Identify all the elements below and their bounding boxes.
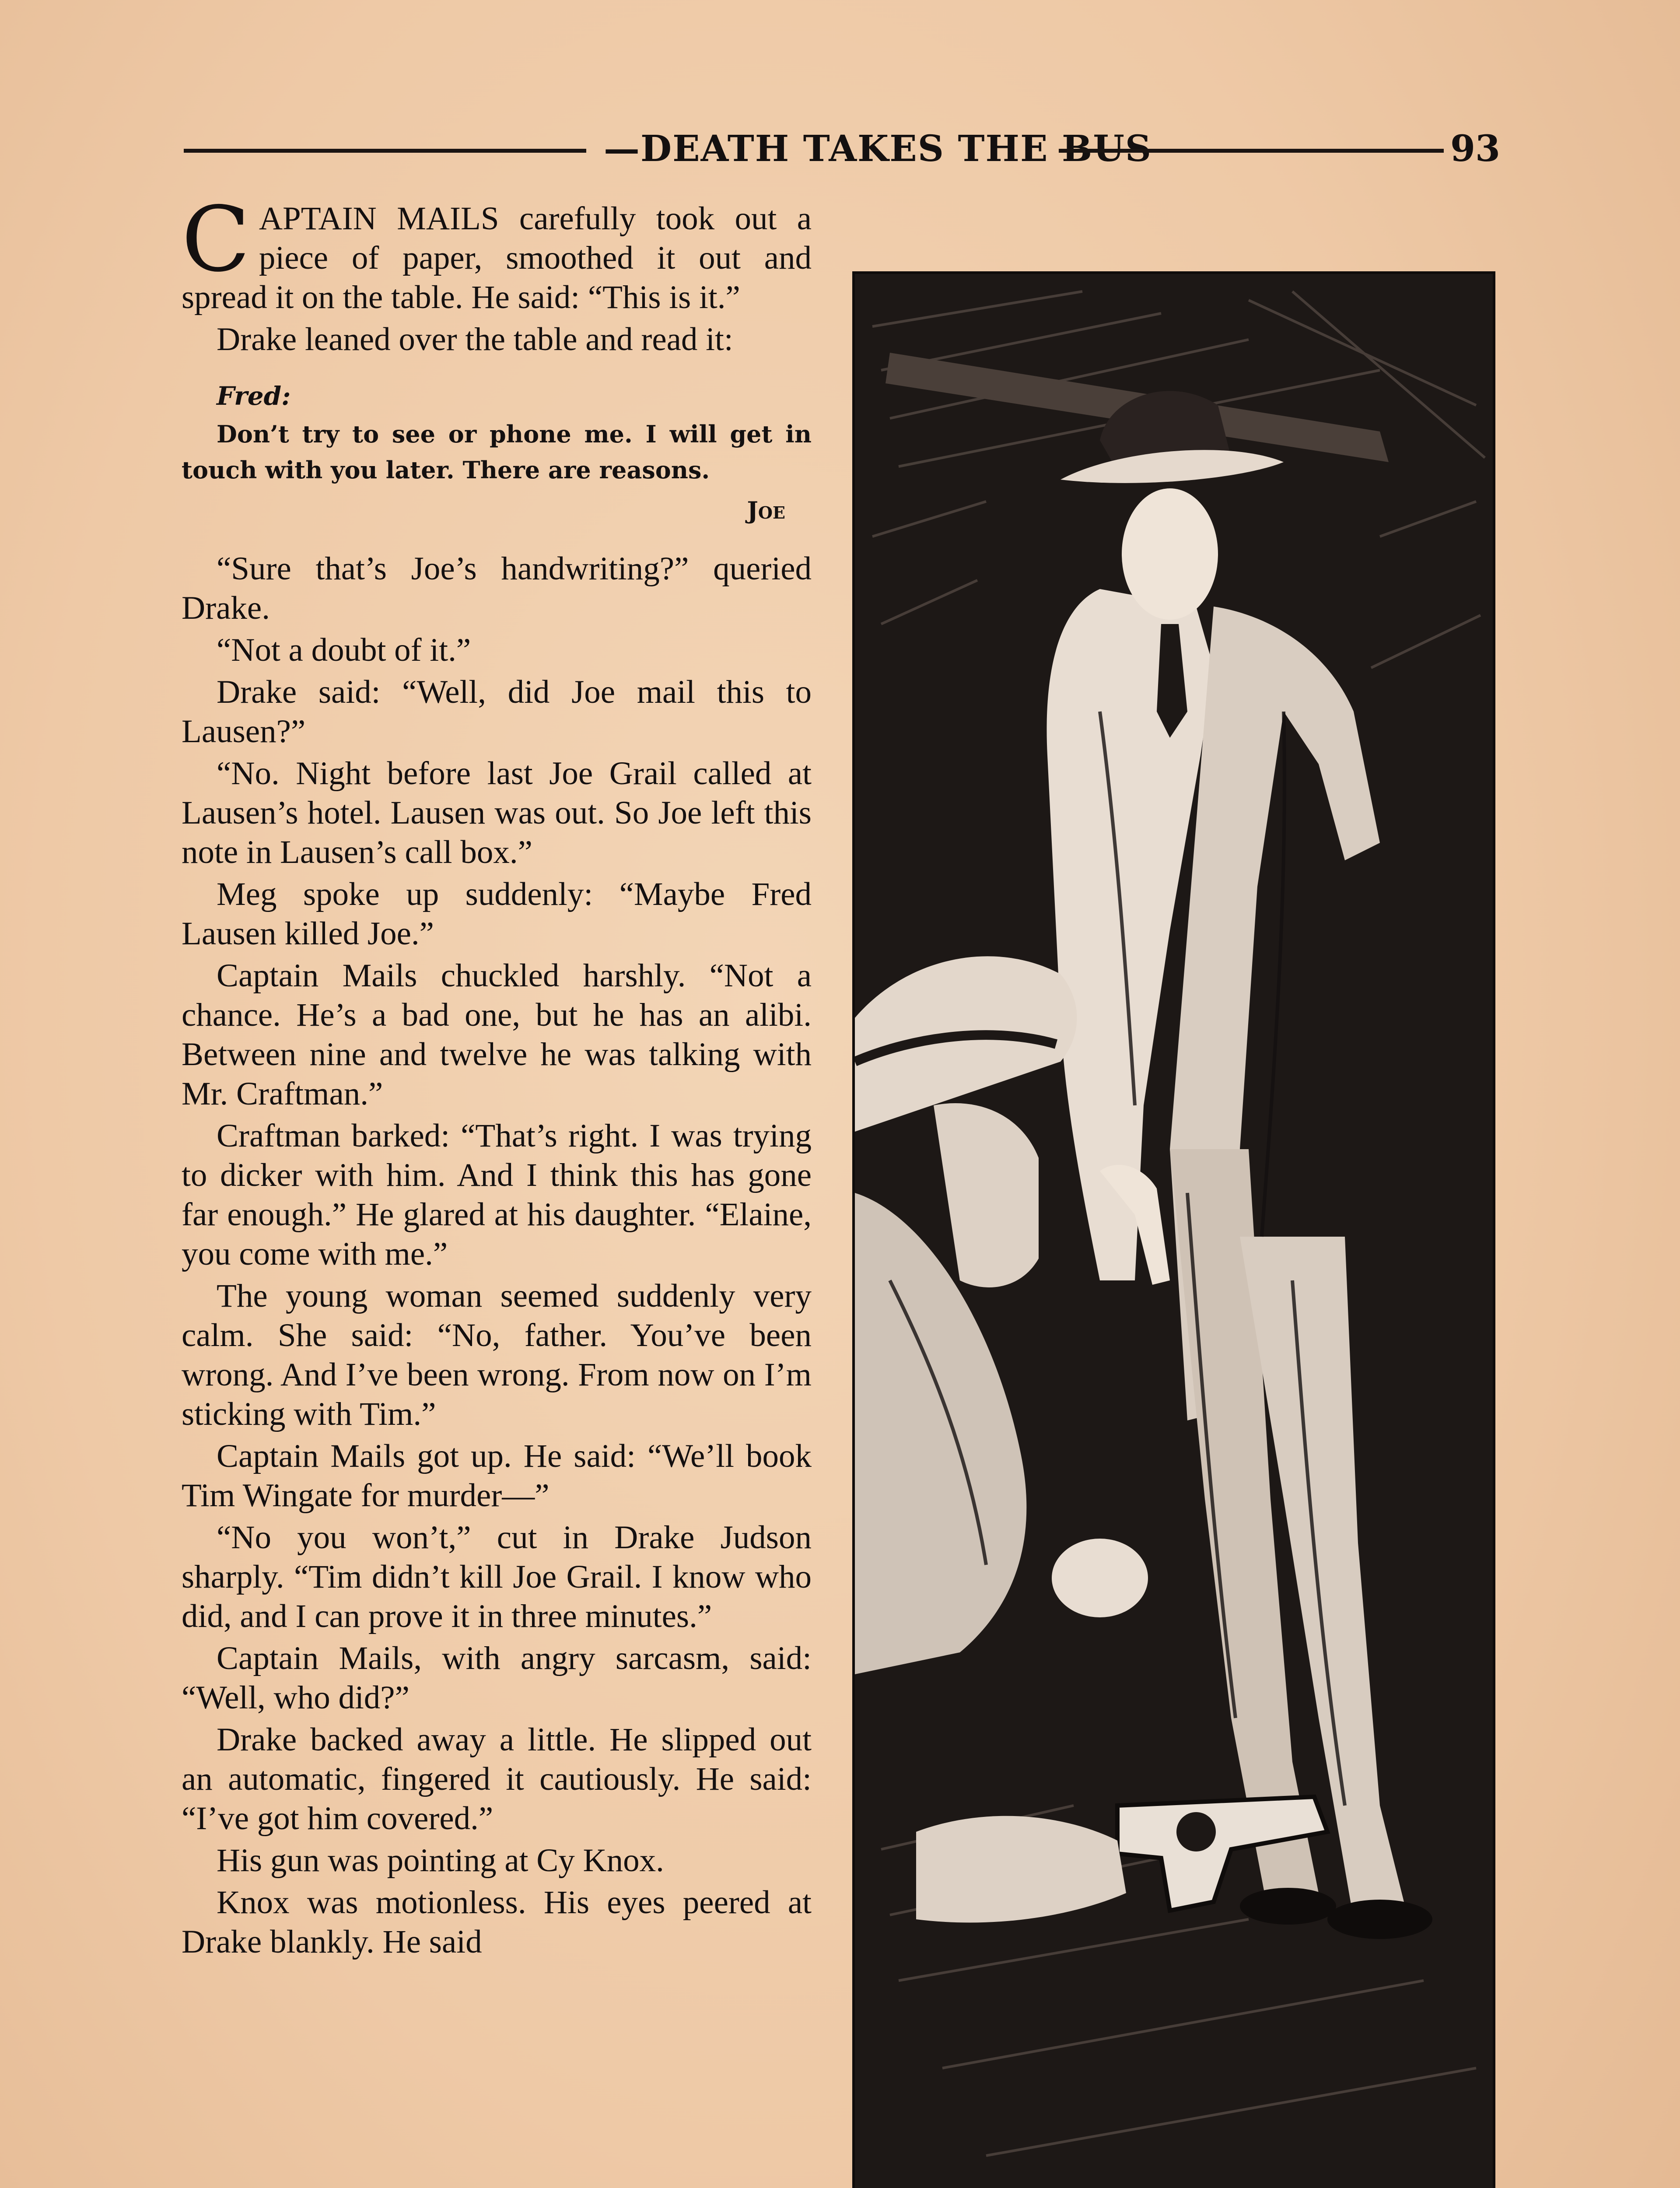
paragraph: “Sure that’s Joe’s handwriting?” queried Drake. (182, 551, 812, 626)
running-header (184, 123, 1501, 184)
paragraph: Meg spoke up suddenly: “Maybe Fred Lausen killed Joe.” (182, 876, 812, 952)
paragraph: Drake said: “Well, did Joe mail this to Lausen?” (182, 674, 812, 750)
paragraph: “Not a doubt of it.” (217, 632, 471, 668)
header-rule-right (1059, 149, 1444, 153)
page-number: 93 (1450, 128, 1501, 170)
paragraph: “No you won’t,” cut in Drake Judson sharply. “Tim didn’t kill Joe Grail. I know who did, and I can prove it in three minutes.” (182, 1519, 812, 1634)
story-column (182, 188, 812, 1964)
paragraph: Captain Mails got up. He said: “We’ll book Tim Wingate for murder—” (182, 1438, 812, 1514)
ink-illustration (855, 274, 1493, 2188)
paragraph: Craftman barked: “That’s right. I was trying to dicker with him. And I think this has gone far enough.” He glared at his daughter. “Elaine, you come with me.” (182, 1118, 812, 1272)
note-signature: Joe (747, 496, 785, 524)
paragraph: Drake backed away a little. He slipped out an automatic, fingered it cautiously. He said: “I’ve got him covered.” (182, 1722, 812, 1837)
note-body: Don’t try to see or phone me. I will get in touch with you later. There are reasons. (182, 420, 812, 484)
paragraph: Drake leaned over the table and read it: (217, 321, 733, 358)
paragraph: The young woman seemed suddenly very calm. She said: “No, father. You’ve been wrong. And I’ve been wrong. From now on I’m sticking with Tim.” (182, 1278, 812, 1432)
header-rule-left (184, 149, 586, 153)
note-salutation: Fred: (217, 381, 291, 411)
handwritten-note (182, 379, 812, 530)
opening-text: APTAIN MAILS carefully took out a piece of paper, smoothed it out and spread it on the table. He said: “This is it.” (182, 200, 812, 316)
story-illustration (852, 271, 1495, 2188)
paragraph: Captain Mails, with angry sarcasm, said: “Well, who did?” (182, 1640, 812, 1716)
running-title: —DEATH TAKES THE BUS (604, 128, 1152, 170)
paragraph: His gun was pointing at Cy Knox. (217, 1842, 664, 1879)
paragraph: Captain Mails chuckled harshly. “Not a chance. He’s a bad one, but he has an alibi. Between nine and twelve he was talking with Mr. Craftman.” (182, 957, 812, 1112)
paragraph: Knox was motionless. His eyes peered at Drake blankly. He said (182, 1884, 812, 1960)
drop-cap: C (182, 188, 250, 292)
opening-paragraph (182, 188, 812, 317)
paragraph: “No. Night before last Joe Grail called at Lausen’s hotel. Lausen was out. So Joe left this note in Lausen’s call box.” (182, 755, 812, 870)
